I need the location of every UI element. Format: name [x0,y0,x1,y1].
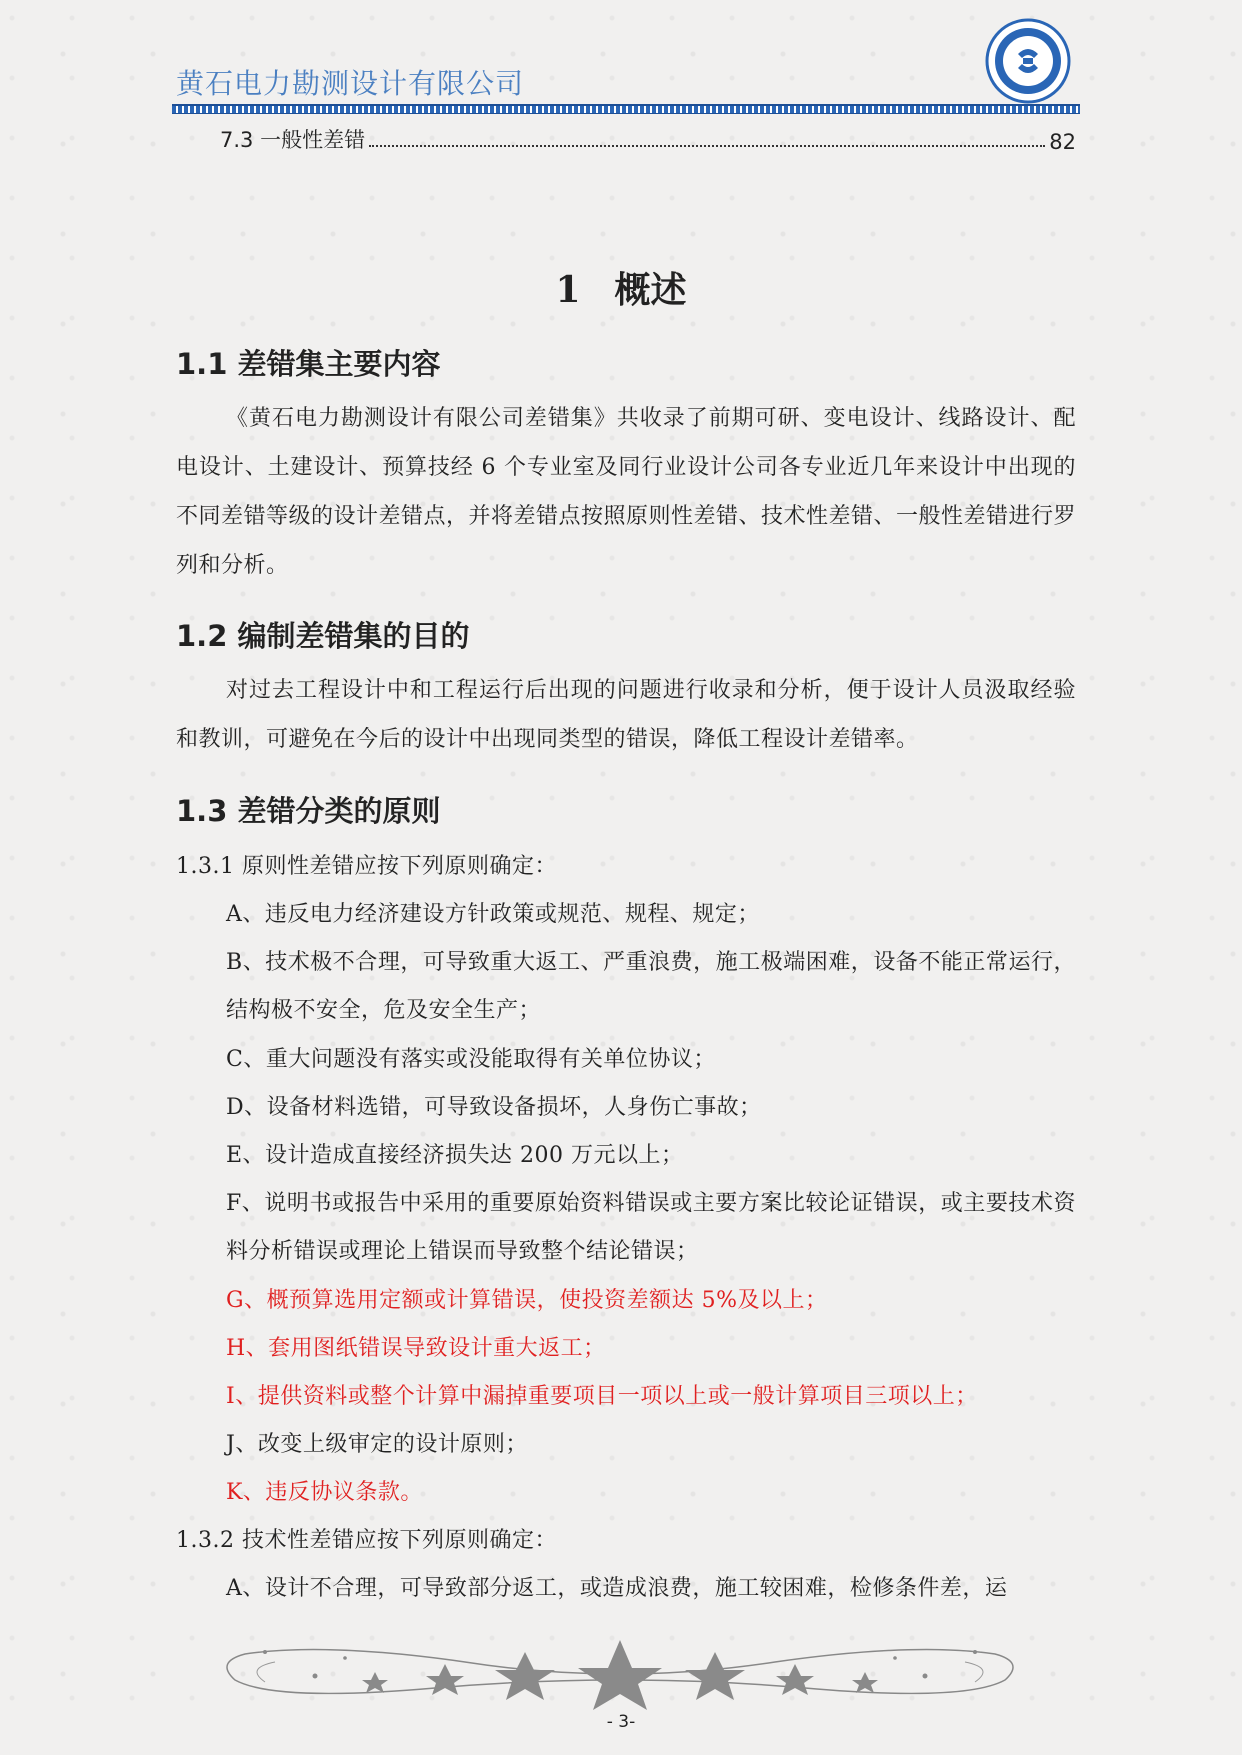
subsection-title-1-3-1: 1.3.1 原则性差错应按下列原则确定： [176,854,557,879]
criteria-item-h: H、套用图纸错误导致设计重大返工； [226,1336,606,1361]
criteria-item-e: E、设计造成直接经济损失达 200 万元以上； [226,1143,684,1168]
chapter-title [0,262,1242,313]
criteria-item-k: K、违反协议条款。 [226,1480,423,1505]
criteria-item-c: C、重大问题没有落实或没能取得有关单位协议； [226,1047,716,1072]
subsection-title-1-3-2: 1.3.2 技术性差错应按下列原则确定： [176,1528,557,1553]
stars-swirl-ornament-icon [205,1632,1035,1712]
toc-leader-dots [369,145,1045,147]
section-title-1-1: 1.1 差错集主要内容 [176,347,441,381]
criteria-item-a: A、违反电力经济建设方针政策或规范、规程、规定； [226,902,760,927]
page-number: - 3- [606,1712,636,1732]
toc-entry-page: 82 [1049,130,1076,154]
header-rule [172,104,1080,114]
technical-item-a: A、设计不合理，可导致部分返工，或造成浪费，施工较困难，检修条件差，运 [226,1576,1008,1601]
section-title-1-2: 1.2 编制差错集的目的 [176,619,470,653]
chapter-number: 1 [555,269,581,311]
criteria-item-d: D、设备材料选错，可导致设备损坏，人身伤亡事故； [226,1095,762,1120]
header-company-name: 黄石电力勘测设计有限公司 [176,67,525,100]
chapter-name: 概述 [614,269,687,311]
criteria-item-f: F、说明书或报告中采用的重要原始资料错误或主要方案比较论证错误，或主要技术资料分析错误或理论上错误而导致整个结论错误； [226,1191,1076,1264]
section-1-2-paragraph: 对过去工程设计中和工程运行后出现的问题进行收录和分析，便于设计人员汲取经验和教训，可避免在今后的设计中出现同类型的错误，降低工程设计差错率。 [176,678,1076,752]
criteria-item-j: J、改变上级审定的设计原则； [226,1432,528,1457]
criteria-item-b: B、技术极不合理，可导致重大返工、严重浪费，施工极端困难，设备不能正常运行，结构极不安全，危及安全生产； [226,950,1076,1023]
criteria-item-i: I、提供资料或整个计算中漏掉重要项目一项以上或一般计算项目三项以上； [226,1384,978,1409]
criteria-item-g: G、概预算选用定额或计算错误，使投资差额达 5%及以上； [226,1288,828,1313]
section-1-1-paragraph: 《黄石电力勘测设计有限公司差错集》共收录了前期可研、变电设计、线路设计、配电设计、土建设计、预算技经 6 个专业室及同行业设计公司各专业近几年来设计中出现的不同差错等级的设计差错点，并将差错点按照原则性差错、技术性差错、一般性差错进行罗列和分析。 [176,406,1077,578]
company-seal-icon [985,18,1071,104]
toc-entry-label: 7.3 一般性差错 [220,128,366,152]
section-title-1-3: 1.3 差错分类的原则 [176,794,441,828]
toc-entry[interactable] [220,124,1076,154]
